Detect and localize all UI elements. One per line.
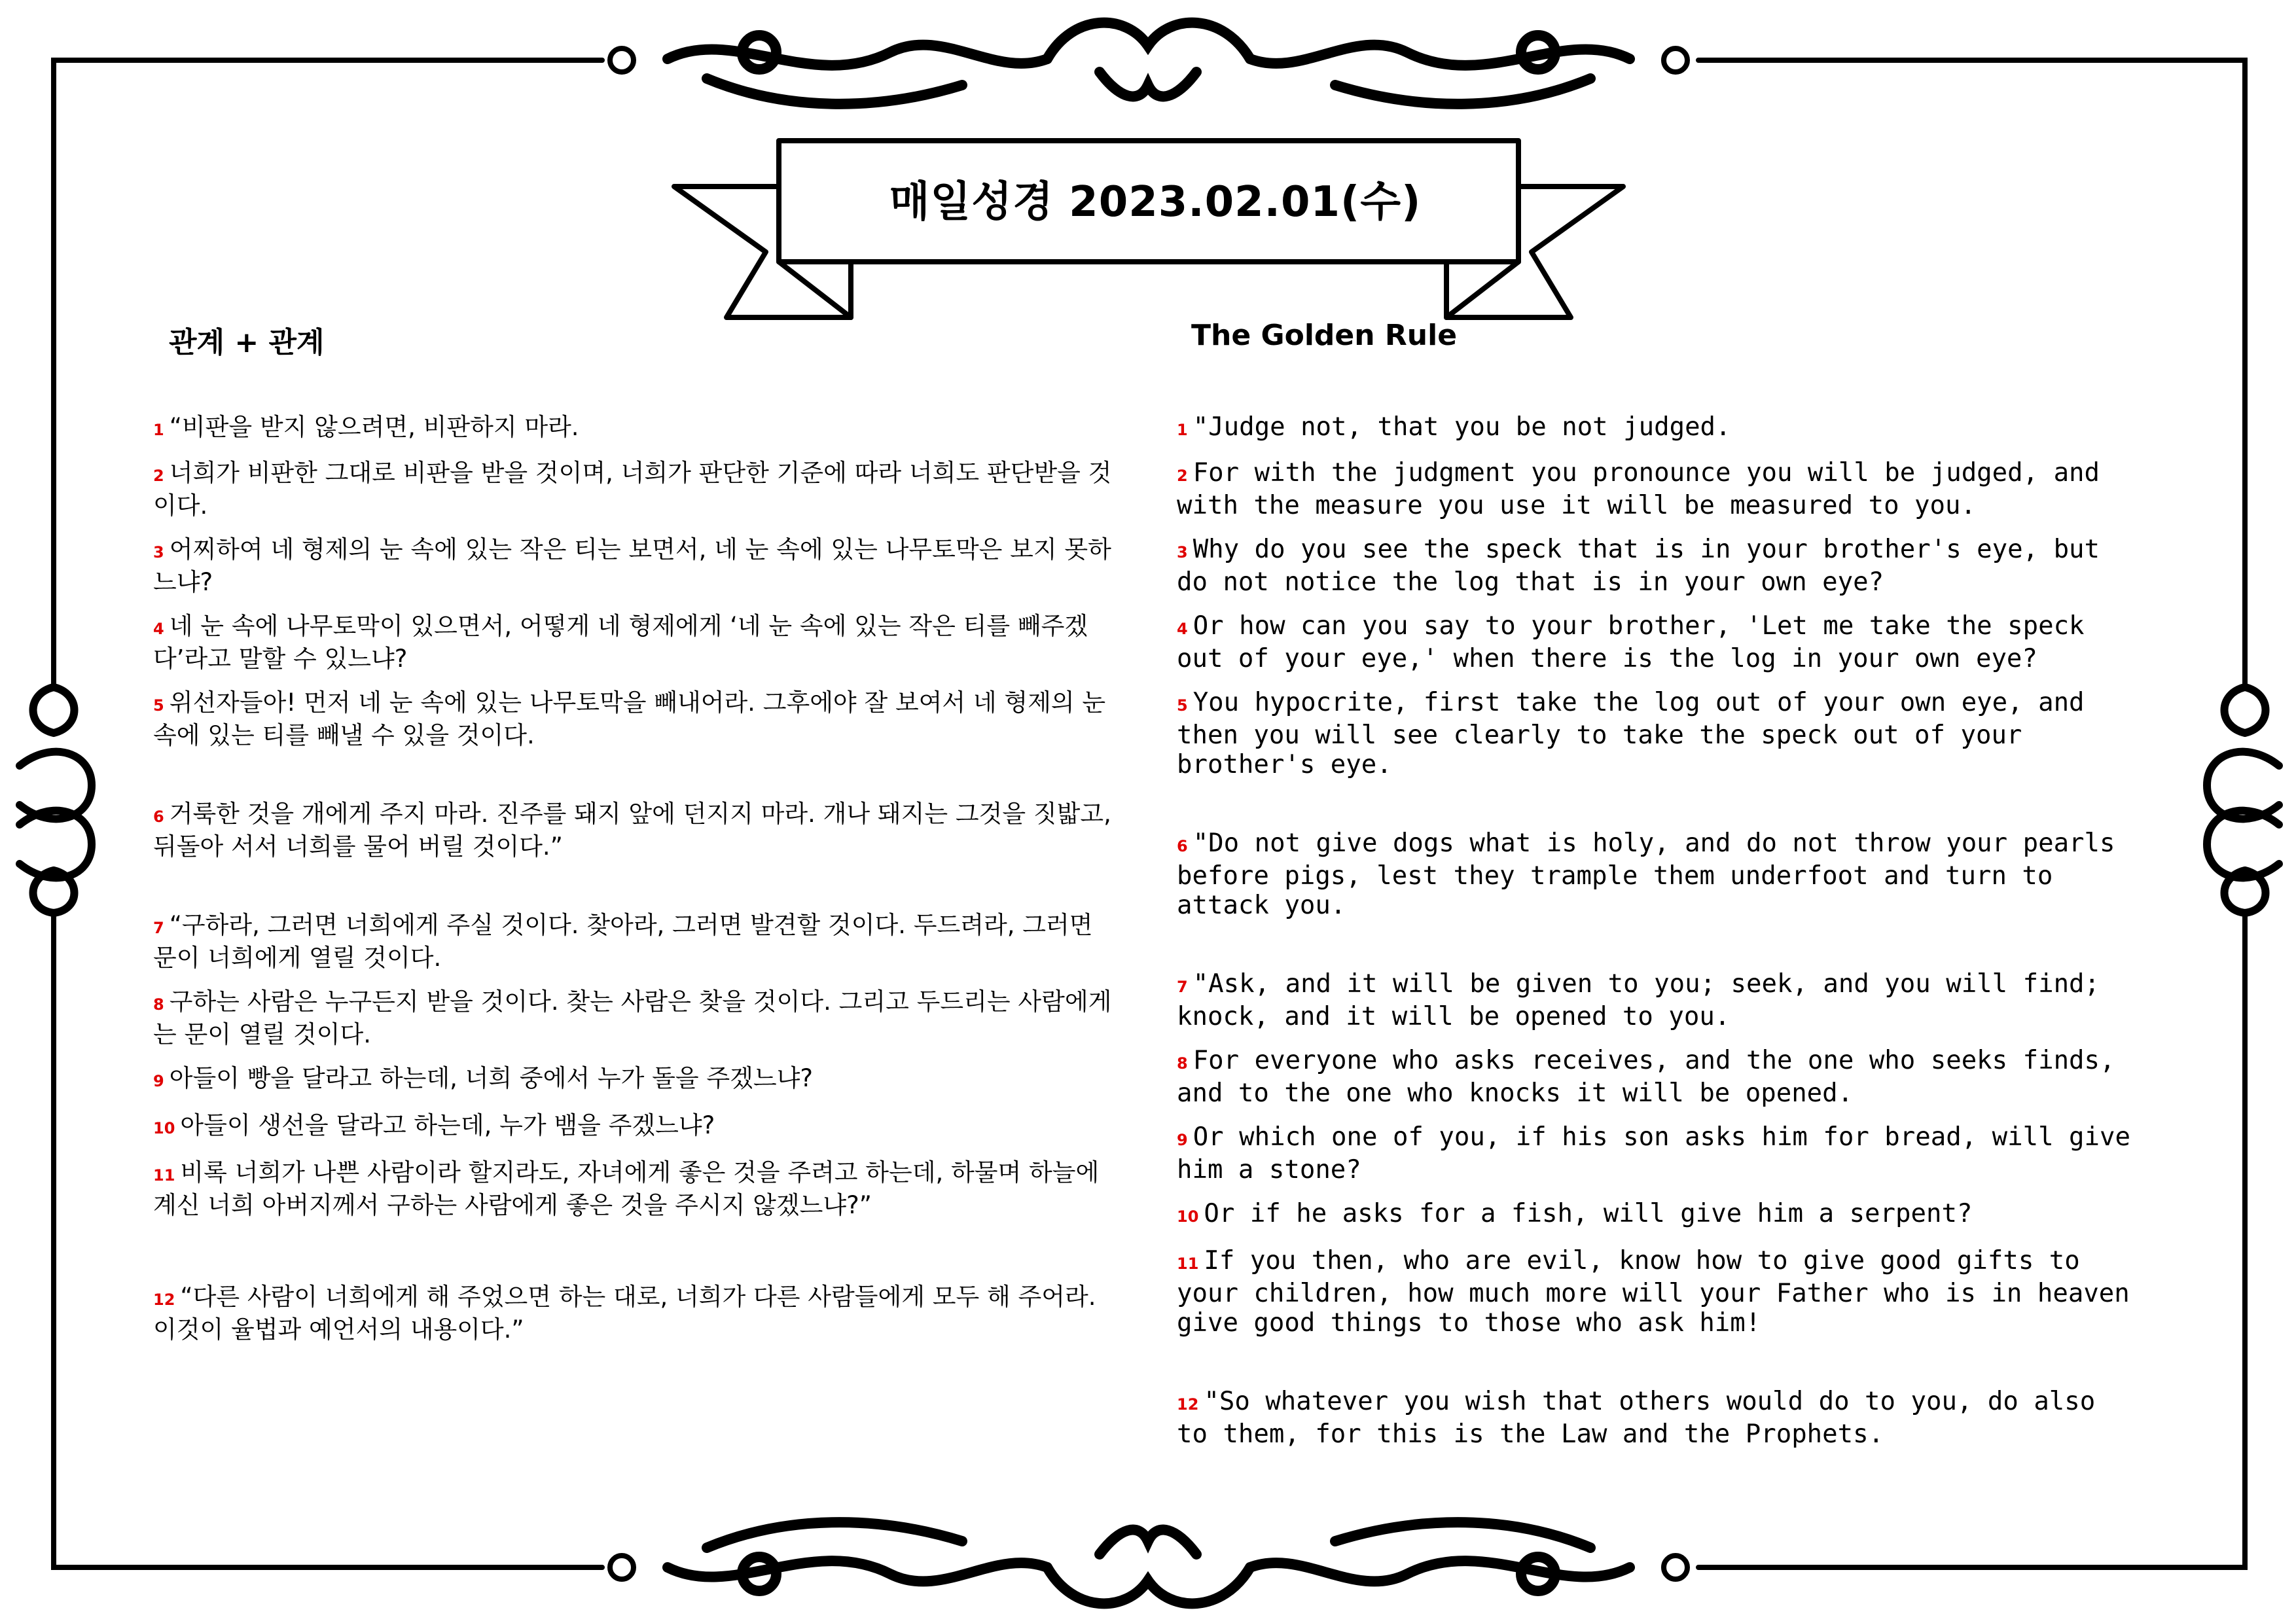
- verse-text: "Do not give dogs what is holy, and do not throw your pearls before pigs, lest they trample them underfoot and turn to attack you.: [1177, 829, 2115, 920]
- english-verse-2: [1177, 458, 2132, 520]
- verse-text: “비판을 받지 않으려면, 비판하지 마라.: [169, 413, 579, 441]
- english-verse-4: [1177, 611, 2132, 673]
- verse-number: 9: [153, 1072, 164, 1090]
- korean-section-heading: 관계 + 관계: [169, 326, 325, 359]
- verse-text: If you then, who are evil, know how to give good gifts to your children, how much more will your Father who is in heaven give good things to those who ask him!: [1177, 1246, 2130, 1338]
- verse-number: 1: [153, 421, 164, 439]
- english-verse-3: [1177, 535, 2132, 597]
- page-title: 매일성경 2023.02.01(수): [889, 177, 1422, 226]
- korean-verse-12: [153, 1282, 1122, 1344]
- english-verse-11: [1177, 1246, 2132, 1338]
- verse-text: For everyone who asks receives, and the one who seeks finds, and to the one who knocks it will be opened.: [1177, 1046, 2115, 1108]
- verse-number: 7: [153, 919, 164, 937]
- verse-number: 9: [1177, 1131, 1188, 1149]
- verse-number: 12: [1177, 1395, 1199, 1414]
- verse-text: You hypocrite, first take the log out of your own eye, and then you will see clearly to take the speck out of your brother's eye.: [1177, 688, 2085, 779]
- korean-verse-column: [153, 412, 1122, 1344]
- verse-text: 아들이 빵을 달라고 하는데, 너희 중에서 누가 돌을 주겠느냐?: [169, 1064, 813, 1092]
- verse-number: 11: [153, 1166, 175, 1185]
- verse-text: 거룩한 것을 개에게 주지 마라. 진주를 돼지 앞에 던지지 마라. 개나 돼지는 그것을 짓밟고, 뒤돌아 서서 너희를 물어 버릴 것이다.”: [153, 800, 1111, 861]
- verse-text: “다른 사람이 너희에게 해 주었으면 하는 대로, 너희가 다른 사람들에게 모두 해 주어라. 이것이 율법과 예언서의 내용이다.”: [153, 1283, 1096, 1344]
- korean-verse-10: [153, 1111, 1122, 1143]
- verse-number: 6: [1177, 837, 1188, 855]
- verse-text: 너희가 비판한 그대로 비판을 받을 것이며, 너희가 판단한 기준에 따라 너희도 판단받을 것이다.: [153, 459, 1112, 520]
- verse-number: 12: [153, 1291, 175, 1309]
- english-verse-10: [1177, 1199, 2132, 1232]
- verse-text: "Judge not, that you be not judged.: [1193, 412, 1731, 442]
- english-verse-5: [1177, 688, 2132, 779]
- verse-text: 구하는 사람은 누구든지 받을 것이다. 찾는 사람은 찾을 것이다. 그리고 두드리는 사람에게는 문이 열릴 것이다.: [153, 988, 1112, 1048]
- korean-verse-5: [153, 688, 1122, 750]
- korean-verse-1: [153, 412, 1122, 445]
- verse-text: 위선자들아! 먼저 네 눈 속에 있는 나무토막을 빼내어라. 그후에야 잘 보여서 네 형제의 눈 속에 있는 티를 빼낼 수 있을 것이다.: [153, 688, 1106, 749]
- english-verse-7: [1177, 969, 2132, 1031]
- english-verse-12: [1177, 1387, 2132, 1449]
- verse-number: 4: [153, 620, 164, 638]
- verse-number: 4: [1177, 620, 1188, 638]
- verse-text: 어찌하여 네 형제의 눈 속에 있는 작은 티는 보면서, 네 눈 속에 있는 나무토막은 보지 못하느냐?: [153, 535, 1111, 596]
- english-verse-6: [1177, 829, 2132, 920]
- verse-text: For with the judgment you pronounce you will be judged, and with the measure you use it will be measured to you.: [1177, 458, 2100, 520]
- verse-number: 2: [153, 467, 164, 485]
- verse-text: Or if he asks for a fish, will give him a serpent?: [1204, 1199, 1973, 1228]
- verse-number: 7: [1177, 978, 1188, 996]
- korean-verse-9: [153, 1063, 1122, 1096]
- verse-number: 3: [1177, 543, 1188, 562]
- verse-text: “구하라, 그러면 너희에게 주실 것이다. 찾아라, 그러면 발견할 것이다. 두드려라, 그러면 문이 너희에게 열릴 것이다.: [153, 911, 1093, 972]
- verse-number: 6: [153, 808, 164, 826]
- verse-number: 1: [1177, 421, 1188, 439]
- bottom-flourish-ornament: [610, 1522, 1687, 1603]
- korean-verse-7: [153, 910, 1122, 972]
- verse-number: 8: [153, 995, 164, 1014]
- top-flourish-ornament: [610, 23, 1687, 104]
- verse-number: 10: [1177, 1207, 1199, 1226]
- verse-text: 아들이 생선을 달라고 하는데, 누가 뱀을 주겠느냐?: [180, 1111, 715, 1139]
- left-side-ornament: [20, 687, 92, 913]
- korean-verse-6: [153, 799, 1122, 861]
- verse-text: Why do you see the speck that is in your brother's eye, but do not notice the log that is in your own eye?: [1177, 535, 2100, 597]
- right-side-ornament: [2207, 687, 2279, 913]
- korean-verse-3: [153, 535, 1122, 597]
- verse-number: 5: [1177, 696, 1188, 715]
- verse-text: "So whatever you wish that others would do to you, do also to them, for this is the Law and the Prophets.: [1177, 1387, 2096, 1449]
- verse-text: 비록 너희가 나쁜 사람이라 할지라도, 자녀에게 좋은 것을 주려고 하는데, 하물며 하늘에 계신 너희 아버지께서 구하는 사람에게 좋은 것을 주시지 않겠느냐?”: [153, 1158, 1100, 1219]
- english-verse-1: [1177, 412, 2132, 445]
- korean-verse-8: [153, 987, 1122, 1049]
- verse-number: 11: [1177, 1255, 1199, 1273]
- verse-text: Or which one of you, if his son asks him for bread, will give him a stone?: [1177, 1122, 2130, 1185]
- english-verse-8: [1177, 1046, 2132, 1108]
- verse-number: 3: [153, 543, 164, 562]
- verse-text: Or how can you say to your brother, 'Let me take the speck out of your eye,' when there is the log in your own eye?: [1177, 611, 2085, 673]
- verse-text: 네 눈 속에 나무토막이 있으면서, 어떻게 네 형제에게 ‘네 눈 속에 있는 작은 티를 빼주겠다’라고 말할 수 있느냐?: [153, 612, 1088, 673]
- verse-number: 8: [1177, 1054, 1188, 1073]
- verse-text: "Ask, and it will be given to you; seek, and you will find; knock, and it will be opened to you.: [1177, 969, 2100, 1031]
- english-verse-9: [1177, 1122, 2132, 1185]
- english-verse-column: [1177, 412, 2132, 1449]
- verse-number: 10: [153, 1119, 175, 1137]
- korean-verse-4: [153, 611, 1122, 673]
- korean-verse-11: [153, 1158, 1122, 1220]
- verse-number: 2: [1177, 467, 1188, 485]
- korean-verse-2: [153, 458, 1122, 520]
- verse-number: 5: [153, 696, 164, 715]
- english-section-heading: The Golden Rule: [1191, 319, 1458, 352]
